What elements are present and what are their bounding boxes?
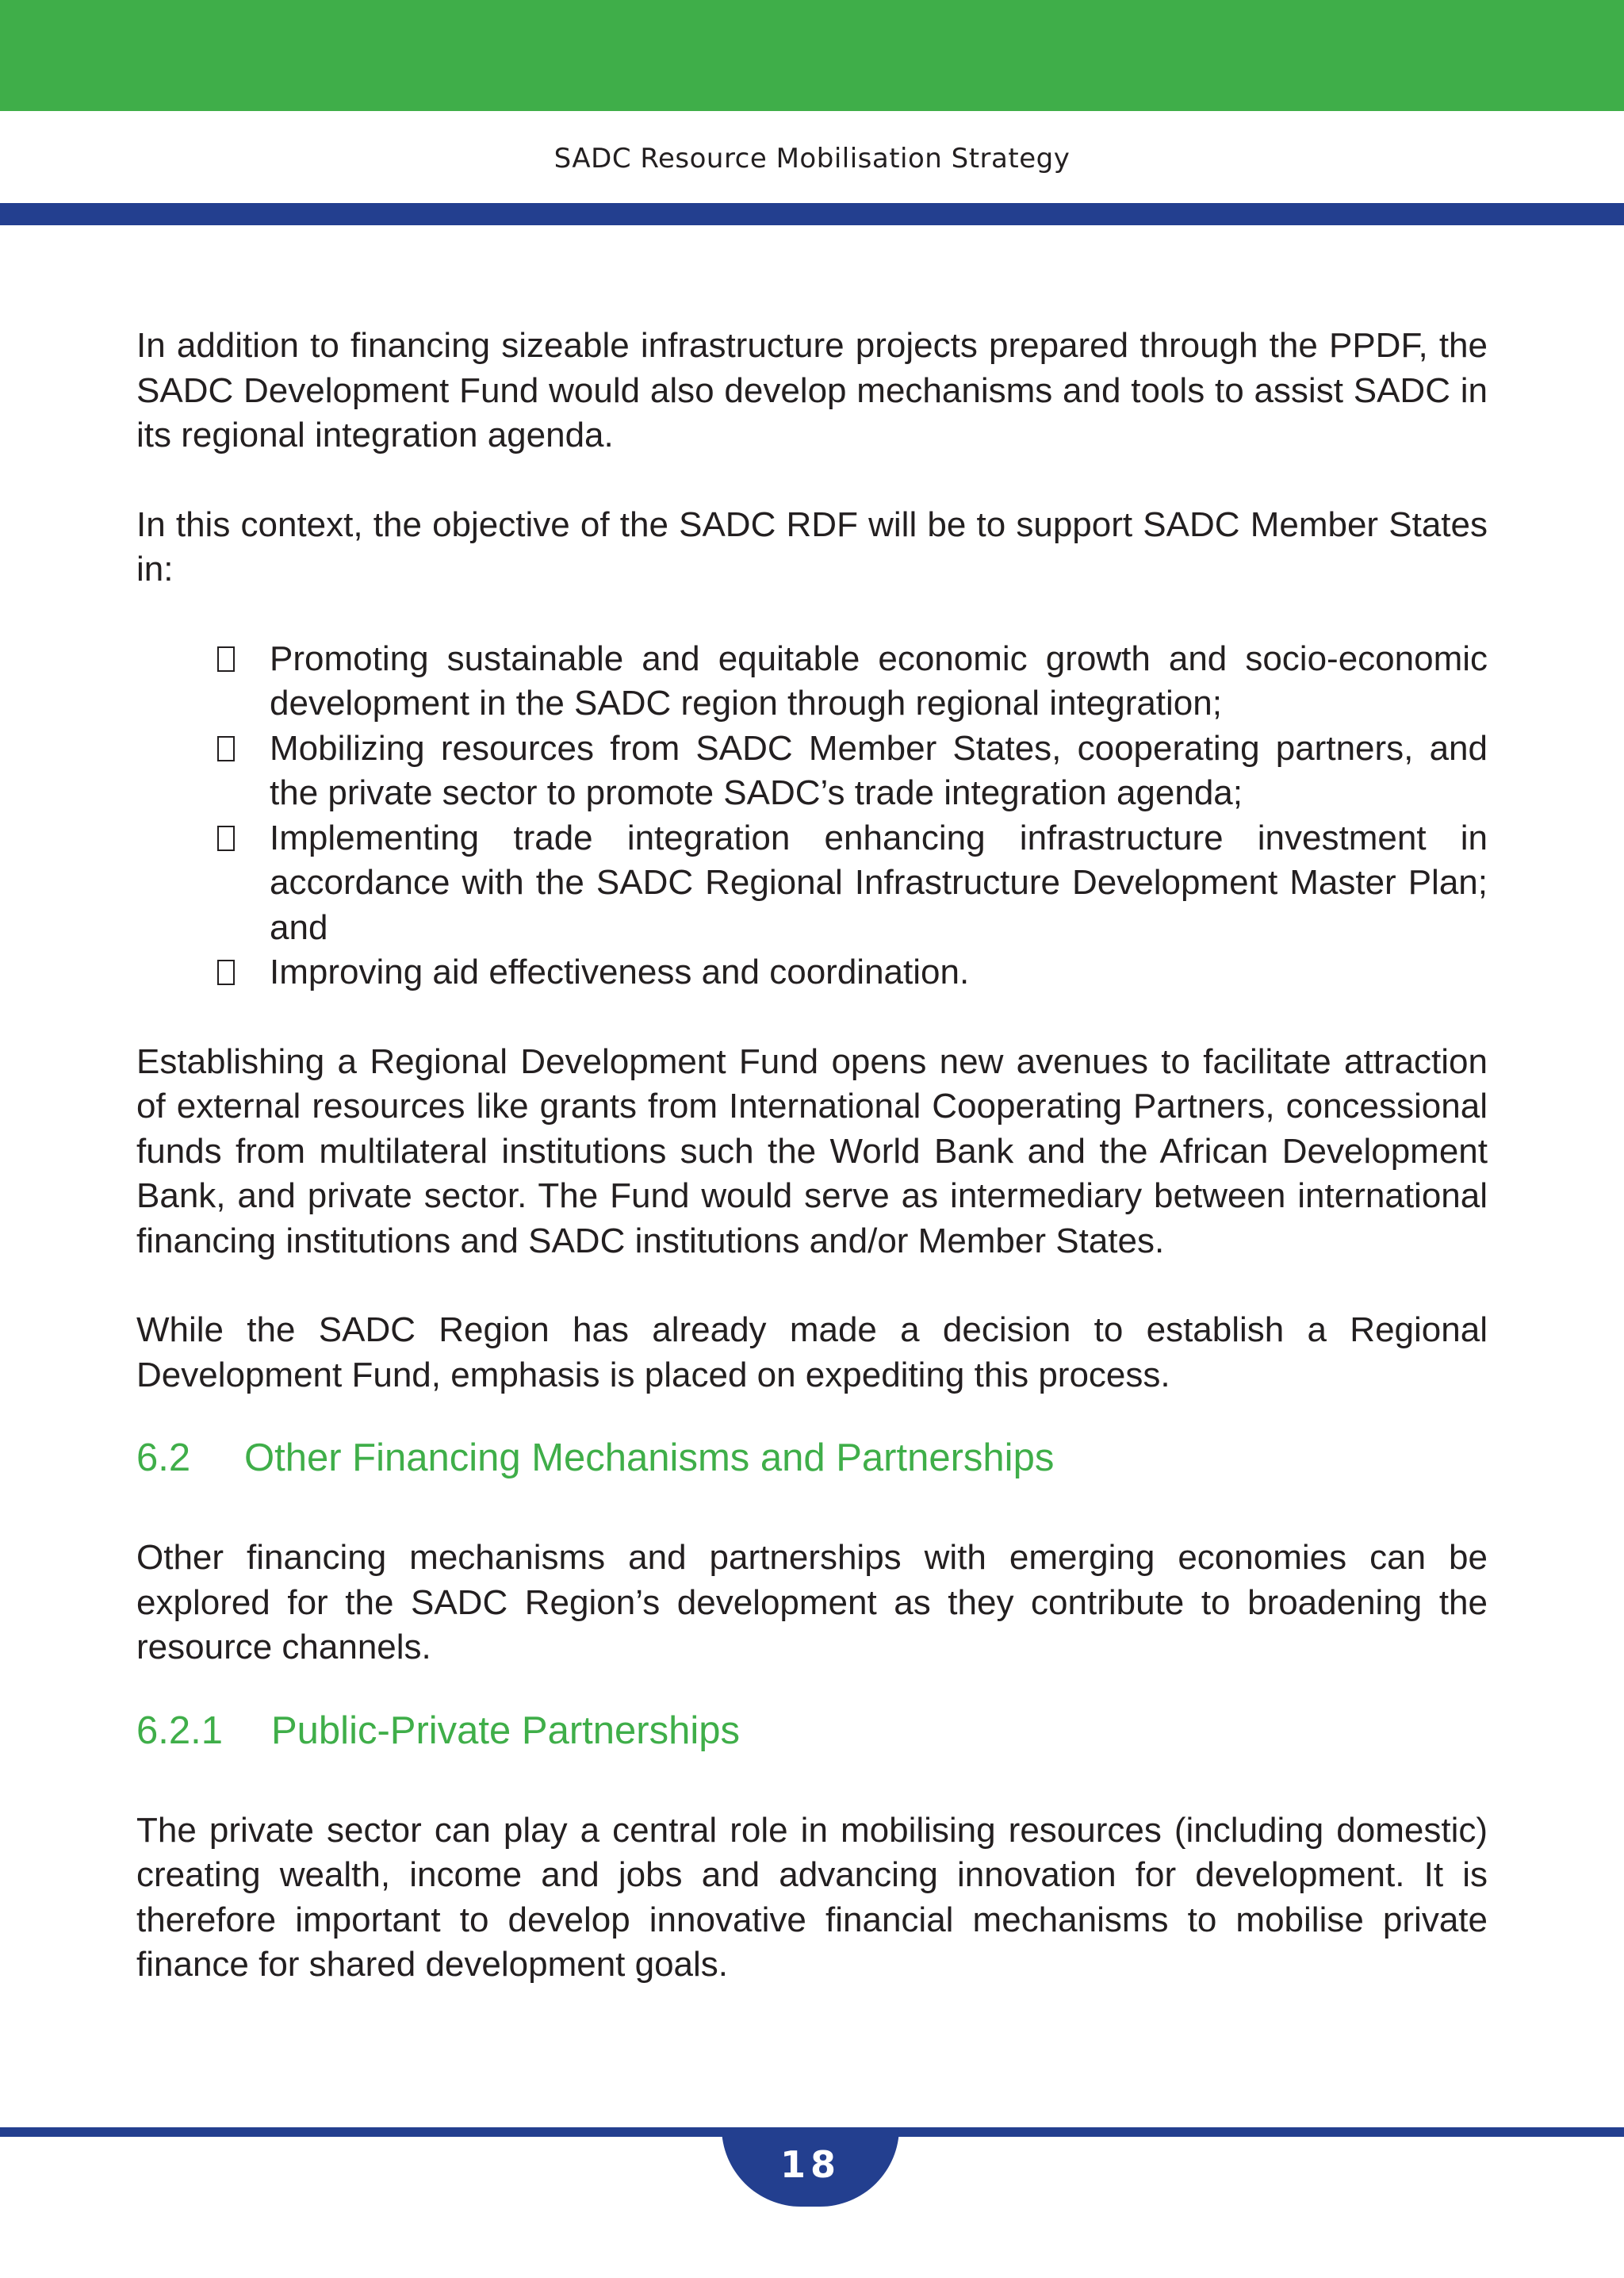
paragraph-other-financing: Other financing mechanisms and partnerships with emerging economies can be explored for the SADC Region’s development as they contribute to broadening the resource channels.	[136, 1538, 1488, 1666]
section-title: Public-Private Partnerships	[271, 1708, 740, 1752]
list-item-text: Mobilizing resources from SADC Member States, cooperating partners, and the private sector to promote SADC’s trade integration agenda;	[270, 728, 1488, 812]
bullet-box-icon	[217, 826, 235, 851]
page-body	[136, 324, 1488, 1988]
list-item-text: Implementing trade integration enhancing infrastructure investment in accordance with the SADC Regional Infrastructure Development Master Plan; and	[270, 818, 1488, 947]
list-item-text: Promoting sustainable and equitable economic growth and socio-economic development in the SADC region through regional integration;	[270, 639, 1488, 723]
list-item	[136, 637, 1488, 727]
list-item	[136, 727, 1488, 816]
section-heading-6-2-1	[136, 1707, 1488, 1755]
paragraph-fund-avenues: Establishing a Regional Development Fund opens new avenues to facilitate attraction of external resources like grants from International Cooperating Partners, concessional funds from multilateral institutions such the World Bank and the African Development Bank, and private sector. The Fund would serve as intermediary between international financing institutions and SADC institutions and/or Member States.	[136, 1041, 1488, 1260]
section-number: 6.2.1	[136, 1708, 223, 1752]
paragraph-rdf-objective: In this context, the objective of the SADC RDF will be to support SADC Member States in:	[136, 504, 1488, 589]
section-title: Other Financing Mechanisms and Partnerships	[244, 1436, 1055, 1479]
paragraph-ppp: The private sector can play a central role in mobilising resources (including domestic) creating wealth, income and jobs and advancing innovation for development. It is therefore important to develop innovative financial mechanisms to mobilise private finance for shared development goals.	[136, 1810, 1488, 1984]
header-green-band	[0, 0, 1624, 111]
bullet-box-icon	[217, 646, 235, 672]
paragraph-expediting: While the SADC Region has already made a decision to establish a Regional Development Fund, emphasis is placed on expediting this process.	[136, 1310, 1488, 1394]
section-heading-6-2	[136, 1434, 1488, 1482]
list-item-text: Improving aid effectiveness and coordination.	[270, 953, 970, 991]
bullet-box-icon	[217, 960, 235, 985]
section-number: 6.2	[136, 1436, 191, 1479]
header-blue-rule	[0, 203, 1624, 225]
list-item	[136, 816, 1488, 951]
bullet-box-icon	[217, 736, 235, 761]
list-item	[136, 950, 1488, 995]
objective-bullet-list	[136, 637, 1488, 995]
paragraph-rdf-mechanisms: In addition to financing sizeable infrastructure projects prepared through the PPDF, the SADC Development Fund would also develop mechanisms and tools to assist SADC in its regional integration agenda.	[136, 326, 1488, 454]
page-number: 18	[779, 2143, 841, 2186]
running-header-title: SADC Resource Mobilisation Strategy	[553, 143, 1071, 174]
